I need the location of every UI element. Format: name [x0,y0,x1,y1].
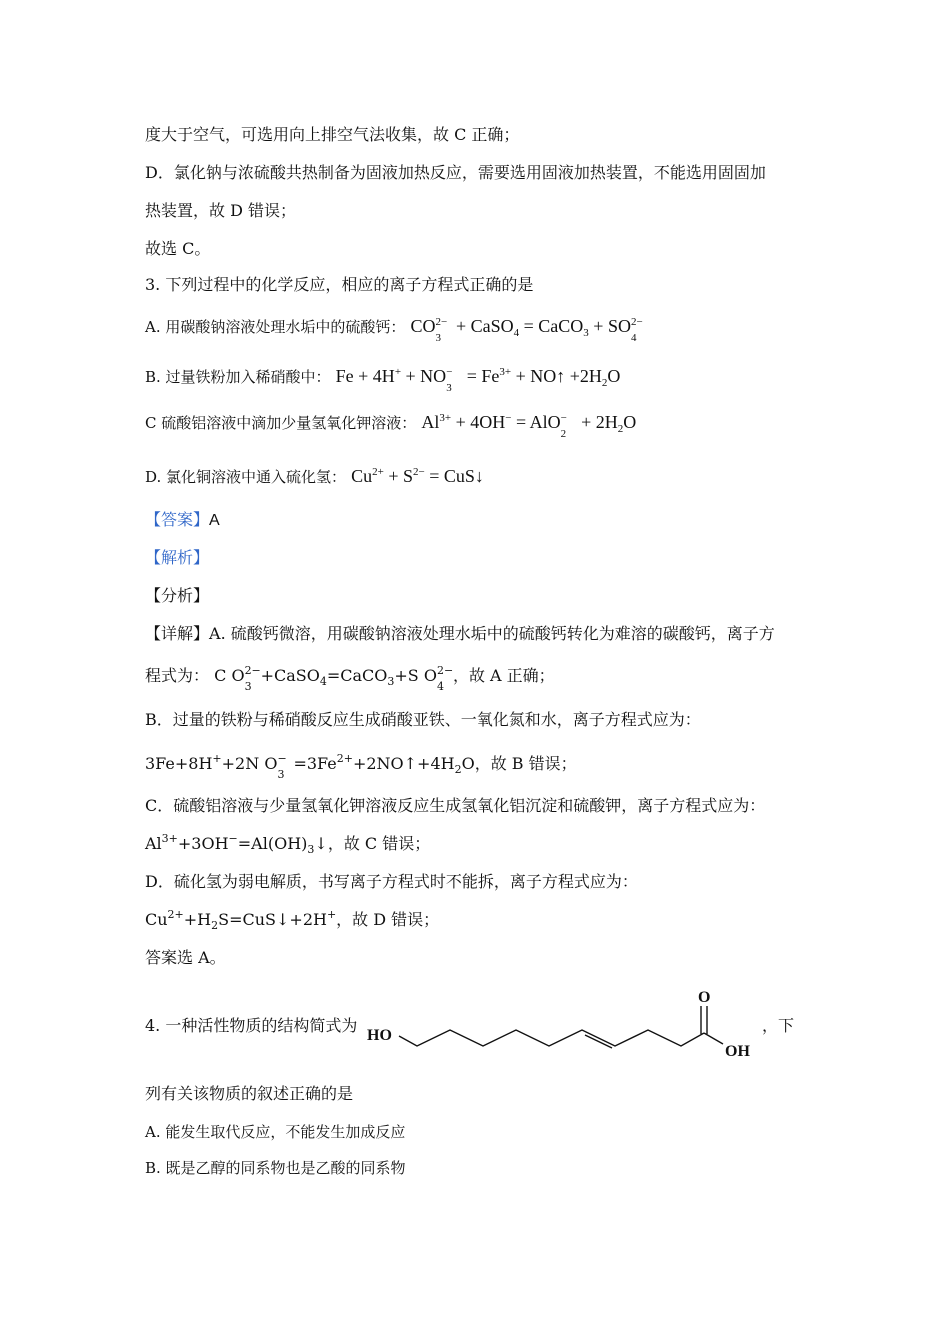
question-4-stem-cont: 列有关该物质的叙述正确的是 [145,1084,354,1103]
text-line-2: D．氯化钠与浓硫酸共热制备为固液加热反应，需要选用固液加热装置，不能选用固固加 [145,163,766,182]
detail-line [145,624,775,644]
detail-text: A. 硫酸钙微溶，用碳酸钠溶液处理水垢中的硫酸钙转化为难溶的碳酸钙，离子方 [209,624,775,643]
analysis-tag: 【解析】 [145,548,210,567]
text-line-4: 故选 C。 [145,239,211,258]
structural-formula [365,988,765,1068]
b-formula-line [145,751,577,781]
ho-label: HO [367,1027,392,1044]
option-a-label: A. 用碳酸钠溶液处理水垢中的硫酸钙： [145,318,406,336]
option-a [145,315,647,344]
o-label: O [698,989,711,1006]
d-text: D．硫化氢为弱电解质，书写离子方程式时不能拆，离子方程式应为： [145,872,638,891]
option-d [145,466,484,487]
formula-b: 3Fe+8H++2N O − 3 $=3Fe^{2+}+2NO↑+4H_2O$ [145,751,475,781]
option-b [145,365,621,394]
q4-option-a: A. 能发生取代反应，不能发生加成反应 [145,1123,406,1141]
fenxi-tag: 【分析】 [145,586,210,605]
answer-line [145,510,220,531]
hydroxyl-bond [704,1033,723,1044]
carbon-chain [399,1030,704,1046]
detail-formula-line [145,663,555,693]
formula-d: $Cu^{2+}+H_2S=CuS↓+2H^+$ [145,908,337,932]
d-conclusion: ，故 D 错误； [336,910,440,929]
question-3-stem: 3. 下列过程中的化学反应，相应的离子方程式正确的是 [145,275,534,294]
option-d-label: D. 氯化铜溶液中通入硫化氢： [145,468,347,486]
question-4-stem-start: 4. 一种活性物质的结构简式为 [145,1016,358,1035]
formula-prefix: 程式为： [145,666,210,685]
c-text: C．硫酸铝溶液与少量氢氧化钾溶液反应生成氢氧化铝沉淀和硫酸钾，离子方程式应为： [145,796,766,815]
question-4-stem-end: ，下 [762,1016,795,1035]
option-d-equation: $Cu^{2+} + S^{2-}$ = CuS↓ [351,466,484,486]
double-bond-line [585,1035,612,1048]
option-c-label: C 硫酸铝溶液中滴加少量氢氧化钾溶液： [145,414,417,432]
formula-c: $Al^{3+}+3OH^-=Al(OH)_3↓$ [145,832,328,856]
c-conclusion: ，故 C 错误； [327,834,431,853]
final-answer: 答案选 A。 [145,948,226,967]
answer-tag: 【答案】 [145,510,210,529]
formula-a: C O 2− 3 +CaSO$_4$=CaCO$_3$+S O 2− 4 [214,663,454,693]
option-b-equation: Fe + 4H+ + NO − 3 = $Fe^{3+}$ + NO↑ $+2H_2O$ [335,365,621,394]
c-formula-line [145,834,430,854]
a-conclusion: ，故 A 正确； [452,666,555,685]
option-c-equation: $Al^{3+} + 4OH^-$ = AlO − 2 + $2H_2O$ [421,411,637,440]
text-line-3: 热装置，故 D 错误； [145,201,297,220]
b-text: B．过量的铁粉与稀硝酸反应生成硝酸亚铁、一氧化氮和水，离子方程式应为： [145,710,701,729]
option-a-equation: CO 2− 3 + CaSO$_4$ = CaCO$_3$ + SO 2− 4 [410,315,643,344]
option-c [145,411,637,440]
oh-label: OH [725,1043,750,1060]
option-b-label: B. 过量铁粉加入稀硝酸中： [145,368,331,386]
d-formula-line [145,910,439,930]
text-line-1: 度大于空气，可选用向上排空气法收集，故 C 正确； [145,125,520,144]
b-conclusion: ，故 B 错误； [474,754,577,773]
detail-tag: 【详解】 [145,624,210,643]
q4-option-b: B. 既是乙醇的同系物也是乙酸的同系物 [145,1159,406,1177]
answer-value: A [209,512,220,529]
